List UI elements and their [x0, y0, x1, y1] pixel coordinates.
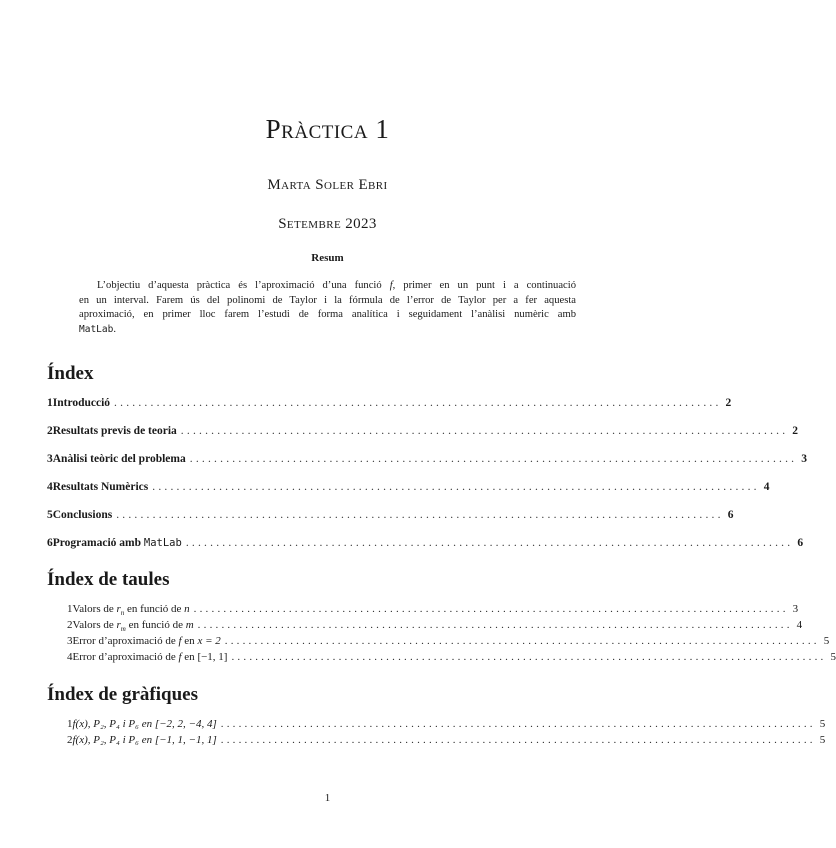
- toc-entry[interactable]: 2 Resultats previs de teoria .................................................................................................... 2: [47, 425, 799, 437]
- abstract-line-3: aproximació, en primer lloc farem l’estudi de forma analítica i seguidament l’anàlisi numèric amb: [79, 309, 576, 321]
- toc-entry[interactable]: 5 Conclusions .................................................................................................... 6: [47, 509, 734, 521]
- document-title: Pràctica 1: [265, 114, 390, 144]
- toc-entry[interactable]: 4 Resultats Numèrics .................................................................................................... 4: [47, 481, 770, 493]
- author-name: Marta Soler Ebri: [267, 177, 388, 193]
- toc-heading: Índex: [47, 363, 94, 384]
- abstract-line-1: L’objectiu d’aquesta pràctica és l’aproximació d’una funció f, primer en un punt i a continuació: [97, 280, 577, 291]
- lof-entry[interactable]: 1 f(x), P₂, P₄ i P₆ en [−2, 2, −4, 4] .................................................................................................... 5: [67, 718, 826, 730]
- abstract-heading: Resum: [311, 252, 344, 264]
- lot-entry[interactable]: 1 Valors de $r_n$ en funció de n .................................................................................................... 3: [67, 603, 799, 618]
- abstract-line-2: en un interval. Farem ús del polinomi de Taylor i la fórmula de l’error de Taylor per a fer aquesta: [79, 294, 576, 306]
- lot-entry[interactable]: 3 Error d’aproximació de f en x = 2 .................................................................................................... 5: [67, 635, 830, 647]
- toc-entry[interactable]: 1 Introducció .................................................................................................... 2: [47, 397, 732, 409]
- page-number: 1: [324, 792, 331, 804]
- lot-entry[interactable]: 2 Valors de $r_m$ en funció de m .................................................................................................... 4: [67, 619, 803, 634]
- lof-heading: Índex de gràfiques: [47, 684, 198, 705]
- abstract-body: [79, 279, 576, 338]
- lot-entry[interactable]: 4 Error d’aproximació de f en [−1, 1] .................................................................................................... 5: [67, 651, 836, 663]
- abstract-line-4: MatLab.: [79, 324, 116, 336]
- lof-entry[interactable]: 2 f(x), P₂, P₄ i P₆ en [−1, 1, −1, 1] .................................................................................................... 5: [67, 734, 826, 746]
- toc-entry[interactable]: 6 Programació amb MatLab .................................................................................................... 6: [47, 537, 804, 549]
- lot-heading: Índex de taules: [47, 569, 170, 590]
- toc-entry[interactable]: 3 Anàlisi teòric del problema .................................................................................................... 3: [47, 453, 807, 465]
- document-date: Setembre 2023: [278, 216, 377, 232]
